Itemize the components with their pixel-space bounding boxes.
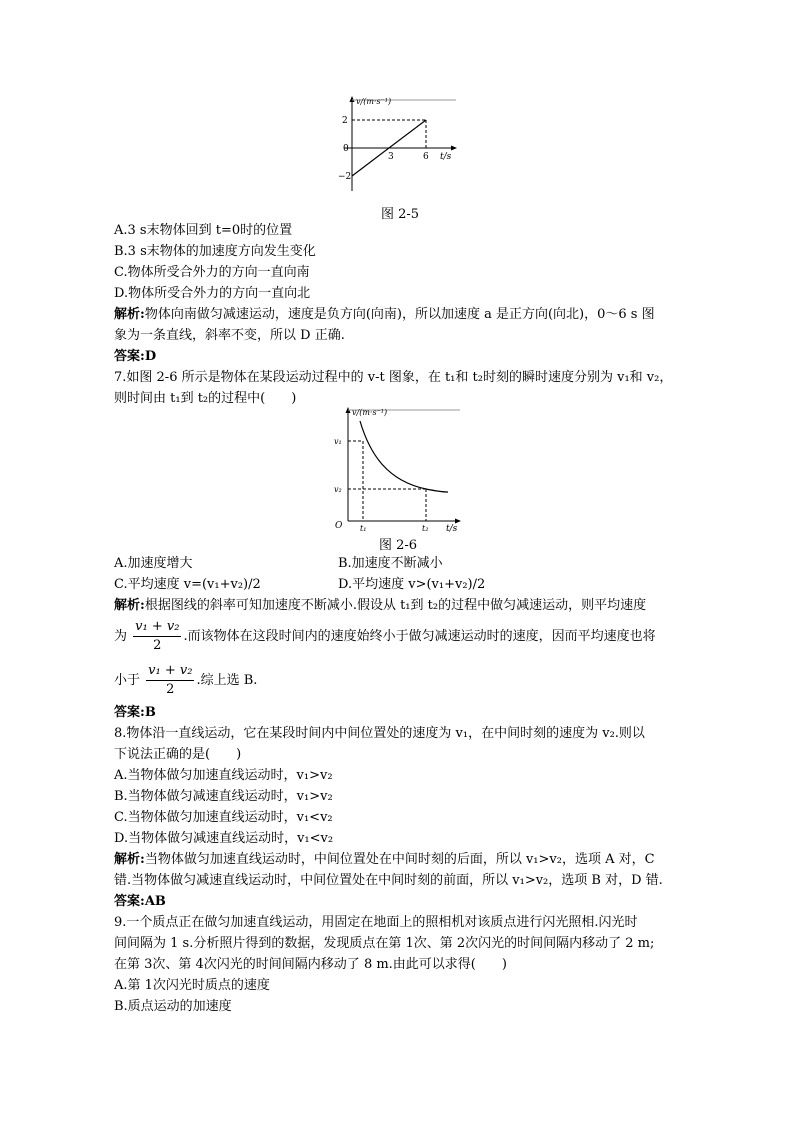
origin-label: O (335, 521, 343, 531)
q7-analysis-line-3 (114, 662, 257, 699)
q8-option-a: A.当物体做匀加速直线运动时，v₁>v₂ (114, 768, 333, 783)
q7-fraction-1-numerator: v₁ + v₂ (133, 618, 181, 637)
q7-fraction-1 (133, 618, 181, 655)
q7-options-row-1 (114, 554, 634, 574)
q7-answer (114, 703, 156, 723)
x-tick-t2: t₂ (422, 524, 429, 533)
figure-2-6-caption: 图 2-6 (378, 538, 418, 553)
q7-stem-line-1: 7.如图 2-6 所示是物体在某段运动过程中的 v-t 图象，在 t₁和 t₂时刻的瞬时速度分别为 v₁和 v₂， (114, 370, 673, 385)
velocity-curve (360, 421, 448, 492)
q6-answer (114, 347, 156, 367)
q8-answer (114, 892, 166, 912)
y-axis-arrow (350, 96, 355, 102)
q8-analysis-label: 解析: (114, 852, 145, 867)
q7-analysis-label: 解析: (114, 598, 145, 613)
y-tick-neg2: −2 (338, 172, 352, 182)
q8-answer-label: 答案: (114, 894, 145, 909)
q7-options-row-2 (114, 575, 634, 595)
q6-analysis-line-2: 象为一条直线，斜率不变，所以 D 正确. (114, 328, 345, 343)
q8-option-b: B.当物体做匀减速直线运动时，v₁>v₂ (114, 789, 333, 804)
x-axis-label: t/s (446, 524, 458, 533)
q6-answer-value: D (144, 349, 157, 364)
q9-stem-line-2: 间间隔为 1 s.分析照片得到的数据，发现质点在第 1次、第 2次闪光的时间间隔内移动了 2 m; (114, 936, 655, 951)
q7-analysis-text-3b: .综上选 B. (196, 673, 258, 688)
q7-analysis-text-2b: .而该物体在这段时间内的速度始终小于做匀减速运动时的速度，因而平均速度也将 (183, 629, 656, 644)
q8-analysis-line-1 (114, 850, 655, 870)
y-tick-v2: v₂ (334, 485, 342, 494)
q7-option-d: D.平均速度 v>(v₁+v₂)/2 (338, 577, 486, 592)
x-axis-arrow (455, 519, 461, 524)
q7-option-c: C.平均速度 v=(v₁+v₂)/2 (114, 577, 261, 592)
q9-option-a: A.第 1次闪光时质点的速度 (114, 978, 270, 993)
x-tick-3: 3 (388, 152, 394, 162)
q6-option-d: D.物体所受合外力的方向一直向北 (114, 286, 311, 301)
q7-analysis-line-2 (114, 618, 656, 655)
q9-option-b: B.质点运动的加速度 (114, 999, 232, 1014)
y-tick-2: 2 (342, 116, 348, 126)
q7-option-b: B.加速度不断减小 (338, 556, 443, 571)
q7-answer-label: 答案: (114, 705, 145, 720)
q7-analysis-text-3a: 小于 (114, 673, 141, 688)
x-tick-6: 6 (423, 152, 429, 162)
q8-analysis-text-1: 当物体做匀加速直线运动时，中间位置处在中间时刻的后面，所以 v₁>v₂，选项 A 对，C (144, 852, 655, 867)
q7-analysis-line-1 (114, 596, 646, 616)
q6-option-b: B.3 s末物体的加速度方向发生变化 (114, 244, 316, 259)
q8-option-c: C.当物体做匀加速直线运动时，v₁<v₂ (114, 810, 333, 825)
q8-stem-line-1: 8.物体沿一直线运动，它在某段时间内中间位置处的速度为 v₁，在中间时刻的速度为 v₂.则以 (114, 726, 645, 741)
q7-option-a: A.加速度增大 (114, 556, 193, 571)
q6-option-c: C.物体所受合外力的方向一直向南 (114, 265, 310, 280)
q9-stem-line-1: 9.一个质点正在做匀加速直线运动，用固定在地面上的照相机对该质点进行闪光照相.闪光时 (114, 915, 638, 930)
y-axis-label: v/(m·s⁻¹) (352, 408, 388, 417)
q6-analysis-label: 解析: (114, 307, 145, 322)
q6-analysis-text-1: 物体向南做匀减速运动，速度是负方向(向南)，所以加速度 a 是正方向(向北)，0～6 s 图 (144, 307, 655, 322)
q8-analysis-line-2: 错.当物体做匀减速直线运动时，中间位置处在中间时刻的前面，所以 v₁>v₂，选项 B 对，D 错. (114, 873, 663, 888)
q7-fraction-2 (146, 662, 194, 699)
y-axis-label: v/(m·s⁻¹) (356, 97, 392, 106)
x-axis-label: t/s (440, 152, 452, 162)
q7-stem-line-2: 则时间由 t₁到 t₂的过程中( ) (114, 391, 297, 406)
q6-answer-label: 答案: (114, 349, 145, 364)
q8-answer-value: AB (144, 894, 166, 909)
figure-2-5-caption: 图 2-5 (380, 207, 420, 222)
q8-stem-line-2: 下说法正确的是( ) (114, 747, 242, 762)
q7-fraction-1-denominator: 2 (153, 638, 162, 653)
q9-stem-line-3: 在第 3次、第 4次闪光的时间间隔内移动了 8 m.由此可以求得( ) (114, 957, 507, 972)
q7-fraction-2-numerator: v₁ + v₂ (146, 662, 194, 681)
figure-2-5-vt-graph (336, 93, 460, 193)
y-tick-v1: v₁ (334, 437, 342, 446)
x-axis-arrow (451, 146, 457, 151)
q7-analysis-text-2a: 为 (114, 629, 128, 644)
q6-analysis-line-1 (114, 305, 655, 325)
y-tick-0: 0 (343, 144, 349, 154)
x-tick-t1: t₁ (360, 524, 367, 533)
figure-2-6-vt-graph (330, 403, 466, 533)
q7-fraction-2-denominator: 2 (166, 682, 175, 697)
q7-analysis-text-1: 根据图线的斜率可知加速度不断减小.假设从 t₁到 t₂的过程中做匀减速运动，则平均速度 (144, 598, 647, 613)
q8-option-d: D.当物体做匀减速直线运动时，v₁<v₂ (114, 831, 334, 846)
q7-answer-value: B (144, 705, 156, 720)
q6-option-a: A.3 s末物体回到 t=0时的位置 (114, 223, 293, 238)
